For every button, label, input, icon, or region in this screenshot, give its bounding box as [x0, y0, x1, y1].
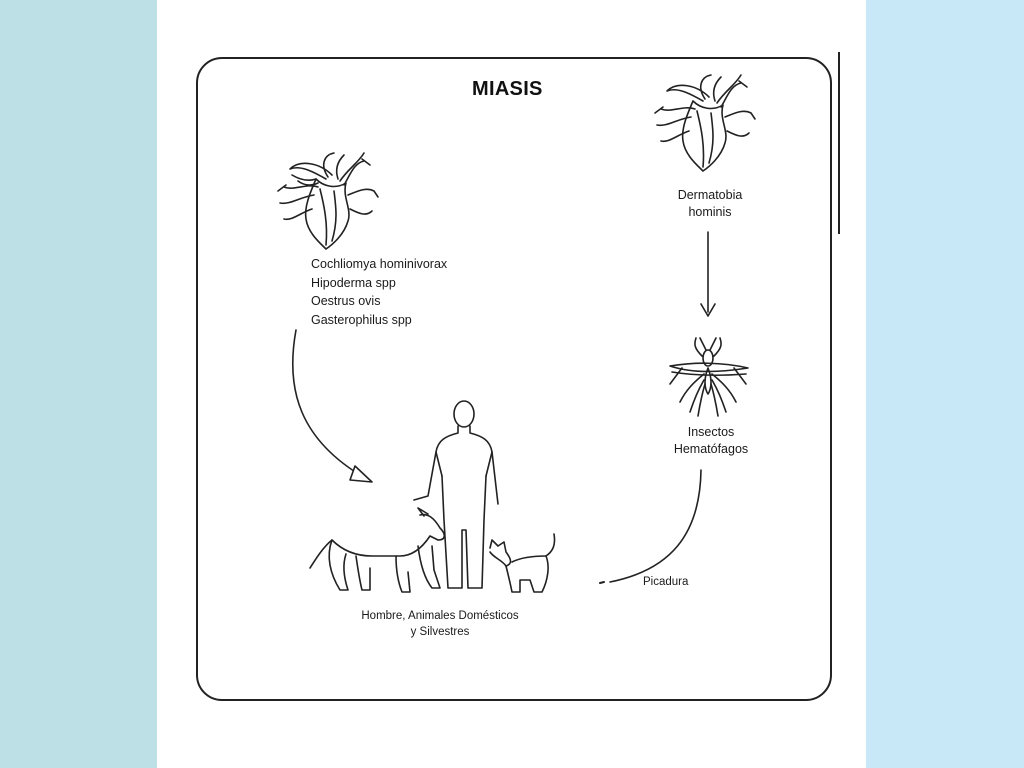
- dermatobia-line-2: hominis: [688, 205, 732, 219]
- mosquito-icon: [670, 338, 748, 416]
- hosts-line-2: y Silvestres: [410, 626, 470, 638]
- cat-figure: [490, 534, 555, 592]
- insects-line-2: Hematófagos: [673, 442, 749, 456]
- diagram-title: MIASIS: [472, 78, 543, 100]
- fly-icon-left: [278, 153, 378, 249]
- fly-icon-right: [655, 75, 755, 171]
- dermatobia-line-1: Dermatobia: [677, 188, 743, 202]
- dog-figure: [310, 508, 444, 592]
- insects-line-1: Insectos: [687, 425, 735, 439]
- hosts-line-1: Hombre, Animales Domésticos: [361, 610, 519, 622]
- species-item: Oestrus ovis: [311, 294, 381, 308]
- species-item: Hipoderma spp: [311, 275, 396, 290]
- arrow-species-to-hosts: [293, 330, 372, 482]
- human-figure: [414, 401, 498, 588]
- bite-path: [600, 470, 701, 583]
- species-item: Cochliomya hominivorax: [311, 257, 448, 271]
- arrow-dermatobia-to-insects: [701, 232, 715, 316]
- species-item: Gasterophilus spp: [311, 312, 412, 327]
- bite-label: Picadura: [643, 576, 689, 588]
